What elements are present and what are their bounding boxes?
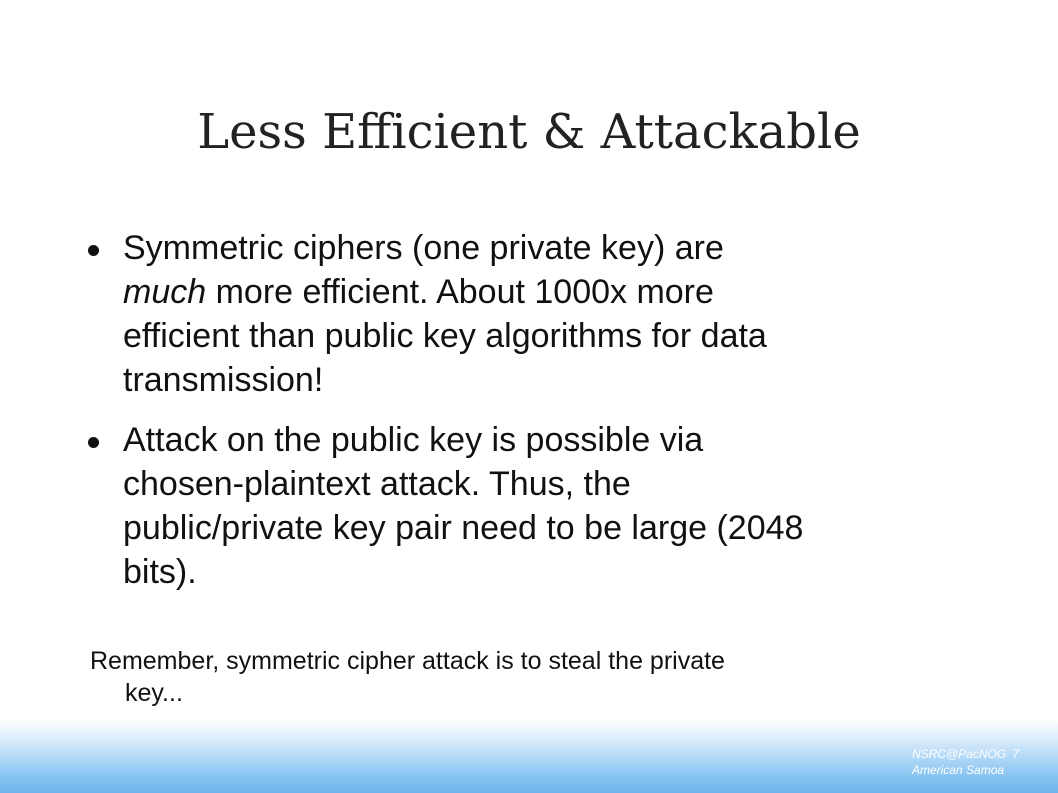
bullet-1-line-4: transmission! xyxy=(123,361,324,399)
footer-org: NSRC@PacNOG xyxy=(912,747,1007,761)
footer-band xyxy=(0,718,1058,793)
bullet-1-line-2: more efficient. About 1000x more xyxy=(206,273,714,311)
remember-note xyxy=(90,645,950,709)
page-number: 7 xyxy=(1012,747,1019,761)
bullet-1-line-3: efficient than public key algorithms for data xyxy=(123,317,767,355)
bullet-2-line-4: bits). xyxy=(123,553,197,591)
bullet-dot-icon xyxy=(88,245,99,256)
bullet-2-line-2: chosen-plaintext attack. Thus, the xyxy=(123,465,631,503)
bullet-list xyxy=(88,226,988,594)
bullet-item-attack xyxy=(88,418,988,594)
bullet-item-symmetric xyxy=(88,226,988,402)
bullet-dot-icon xyxy=(88,437,99,448)
slide-title: Less Efficient & Attackable xyxy=(197,104,861,160)
bullet-1-line-1: Symmetric ciphers (one private key) are xyxy=(123,229,724,267)
remember-line-2: key... xyxy=(125,679,183,707)
bullet-1-emphasis: much xyxy=(123,273,207,311)
footer-text xyxy=(912,746,1019,778)
bullet-2-line-3: public/private key pair need to be large (2048 xyxy=(123,509,804,547)
footer-location: American Samoa xyxy=(912,763,1005,777)
bullet-2-line-1: Attack on the public key is possible via xyxy=(123,421,704,459)
remember-line-1: Remember, symmetric cipher attack is to steal the private xyxy=(90,647,725,675)
